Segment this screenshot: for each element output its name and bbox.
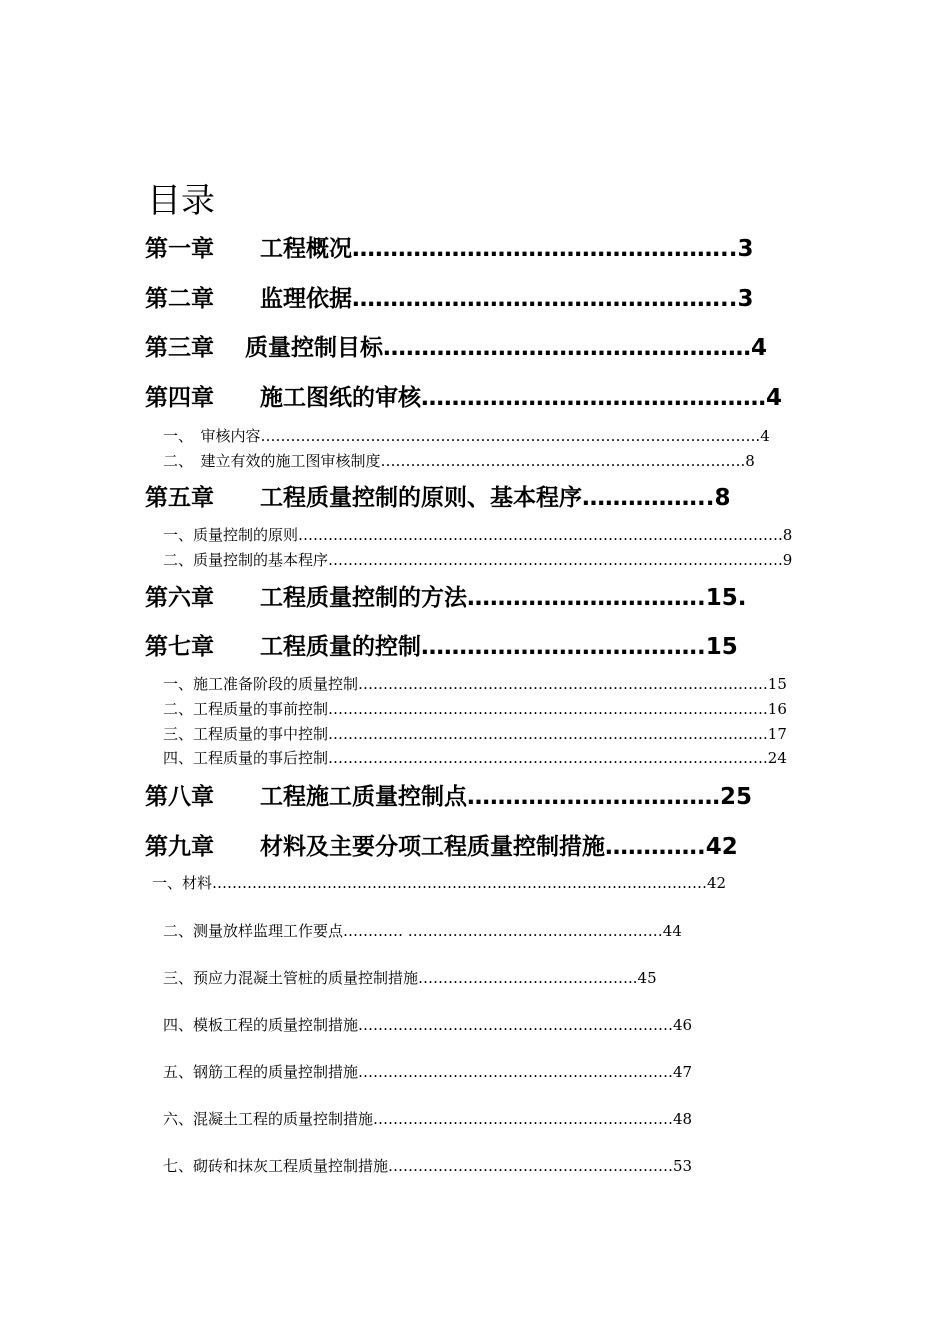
- toc-chapter-3: 第三章 质量控制目标…………………………………………4: [145, 335, 768, 361]
- toc-section-4-1: 一、 审核内容……………………………………………………………………………………….4: [163, 427, 770, 445]
- toc-section-5-2: 二、质量控制的基本程序……………………………………………………………………………….9: [163, 551, 793, 569]
- toc-section-9-1: 一、材料………………………………………………………………………………………42: [152, 874, 727, 892]
- toc-section-9-3: 三、预应力混凝土管桩的质量控制措施……………………………………..45: [163, 969, 657, 987]
- page-title: 目录: [147, 181, 215, 221]
- toc-chapter-7: 第七章 工程质量的控制……………………………….15: [145, 634, 738, 660]
- toc-section-5-1: 一、质量控制的原则…………………………………………………………………………………….8: [163, 526, 793, 544]
- toc-section-7-2: 二、工程质量的事前控制…………………………………………………………………………….16: [163, 700, 787, 718]
- toc-chapter-5: 第五章 工程质量控制的原则、基本程序……………..8: [145, 485, 731, 511]
- toc-chapter-9: 第九章 材料及主要分项工程质量控制措施………….42: [145, 834, 738, 860]
- toc-section-7-1: 一、施工准备阶段的质量控制……………………………………………………………………….15: [163, 675, 787, 693]
- toc-section-9-2: 二、测量放样监理工作要点………… ……………………………………………44: [163, 922, 682, 940]
- toc-chapter-1: 第一章 工程概况…………………………………………..3: [145, 236, 754, 262]
- toc-section-4-2: 二、 建立有效的施工图审核制度……………………………………………………………….8: [163, 452, 755, 470]
- toc-section-7-4: 四、工程质量的事后控制…………………………………………………………………………….24: [163, 749, 787, 767]
- toc-section-9-4: 四、模板工程的质量控制措施………………………………………………………46: [163, 1016, 693, 1034]
- toc-section-9-5: 五、钢筋工程的质量控制措施………………………………………………………47: [163, 1063, 693, 1081]
- toc-section-9-6: 六、混凝土工程的质量控制措施……………………………………………………48: [163, 1110, 693, 1128]
- toc-chapter-6: 第六章 工程质量控制的方法………………………….15.: [145, 585, 747, 611]
- toc-section-7-3: 三、工程质量的事中控制…………………………………………………………………………….17: [163, 725, 787, 743]
- toc-chapter-4: 第四章 施工图纸的审核………………………………………4: [145, 385, 783, 411]
- toc-chapter-2: 第二章 监理依据…………………………………………..3: [145, 286, 754, 312]
- toc-chapter-8: 第八章 工程施工质量控制点……………………………25: [145, 784, 753, 810]
- toc-section-9-7: 七、砌砖和抹灰工程质量控制措施…………………………………………………53: [163, 1157, 693, 1175]
